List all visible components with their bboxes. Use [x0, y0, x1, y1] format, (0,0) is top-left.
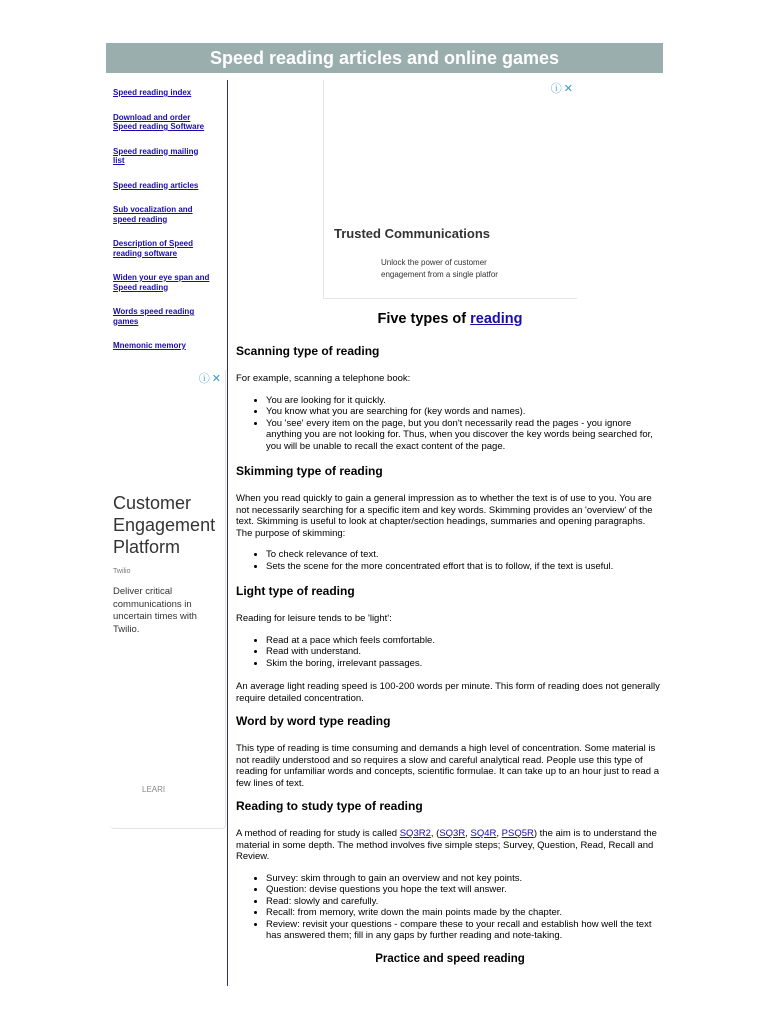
page-banner-title: Speed reading articles and online games: [209, 47, 560, 68]
text: , (: [430, 828, 440, 839]
sidebar-link-line: Words speed reading: [113, 307, 195, 316]
list-item: • Read with understand.: [266, 646, 664, 658]
list-item: • You are looking for it quickly.: [266, 395, 664, 407]
list-item: • Review: revisit your questions - compare these to your recall and establish how well the text has answered them; fill in any gaps by further reading and note-taking.: [266, 919, 664, 942]
info-circle-icon[interactable]: ⓘ: [198, 373, 212, 385]
bullet-list: [236, 873, 664, 942]
list-item: • Question: devise questions you hope the text will answer.: [266, 884, 664, 896]
section-outro: An average light reading speed is 100-200 words per minute. This form of reading does not generally require detailed concentration.: [236, 681, 660, 704]
sidebar-link-articles[interactable]: [113, 181, 221, 191]
section-heading-scanning: Scanning type of reading: [236, 344, 380, 358]
section-intro: For example, scanning a telephone book:: [236, 373, 411, 384]
sidebar-link-word-games[interactable]: [113, 307, 221, 326]
page-banner: [106, 43, 663, 73]
adchoices-controls[interactable]: [551, 80, 575, 96]
list-item: • You 'see' every item on the page, but you don't necessarily read the pages - you ignore anything you are not looking for. Thus, when you discover the key words being searched for, you will be unable to recall the exact content of the page.: [266, 418, 664, 453]
list-item: • You know what you are searching for (key words and names).: [266, 406, 664, 418]
list-item: • Skim the boring, irrelevant passages.: [266, 658, 664, 670]
ad-cta-button[interactable]: LEARI: [142, 785, 166, 794]
ad-brand: Twilio: [113, 568, 131, 575]
ad-title[interactable]: Trusted Communications: [334, 226, 491, 241]
sidebar-link-line: Description of Speed: [113, 239, 194, 248]
sidebar-link-line: Speed reading Software: [113, 122, 205, 131]
sidebar-link-line: Speed reading index: [113, 88, 192, 97]
sidebar-link-download-software[interactable]: [113, 113, 221, 132]
section-intro: [236, 828, 664, 863]
list-item: • Read: slowly and carefully.: [266, 896, 664, 908]
list-item: • To check relevance of text.: [266, 549, 664, 561]
sidebar-link-eye-span[interactable]: [113, 273, 221, 292]
sidebar-link-line: Speed reading mailing: [113, 146, 199, 156]
article-title: [236, 309, 664, 329]
sq3r2-link[interactable]: SQ3R2: [399, 828, 431, 839]
sidebar-link-line: speed reading: [113, 214, 168, 224]
reading-link[interactable]: reading: [470, 311, 523, 327]
sidebar-nav: [113, 86, 221, 351]
list-item: • Survey: skim through to gain an overview and not key points.: [266, 873, 664, 885]
bullet-list: [236, 395, 664, 453]
section-heading-skimming: Skimming type of reading: [236, 464, 383, 478]
section-heading-word-by-word: Word by word type reading: [236, 714, 391, 728]
close-icon[interactable]: ✕: [211, 373, 223, 385]
ad-title[interactable]: Customer Engagement Platform: [113, 493, 216, 557]
article-title-text: Five types of: [377, 311, 471, 327]
section-heading-light: Light type of reading: [236, 584, 355, 598]
text: A method of reading for study is called: [236, 828, 400, 839]
list-item: • Sets the scene for the more concentrated effort that is to follow, if the text is useful.: [266, 561, 664, 573]
sidebar-link-line: Download and order: [113, 112, 191, 122]
sidebar-link-line: Speed reading articles: [113, 180, 199, 190]
sidebar-link-mnemonic-memory[interactable]: [113, 341, 221, 351]
text: ,: [496, 828, 502, 839]
bullet-list: [236, 549, 664, 572]
ad-text[interactable]: Unlock the power of customer engagement from a single platfor: [381, 258, 498, 279]
ad-banner-top[interactable]: [323, 80, 577, 299]
section-intro: When you read quickly to gain a general impression as to whether the text is of use to you. You are not necessarily searching for a specific item and key words. Skimming provides an 'overview' of the text. Skimming is useful to look at chapter/section headings, summaries and opening paragraphs. The purpose of skimming:: [236, 493, 653, 539]
sidebar-link-software-description[interactable]: [113, 239, 221, 258]
section-heading-study: Reading to study type of reading: [236, 799, 423, 813]
sidebar-link-line: reading software: [113, 248, 178, 258]
info-circle-icon[interactable]: ⓘ: [550, 83, 564, 95]
psq5r-link[interactable]: PSQ5R: [501, 828, 534, 839]
ad-text[interactable]: Deliver critical communications in uncertain times with Twilio.: [113, 586, 197, 635]
text: ) the aim is to understand the material in some depth. The method involves five simple steps; Survey, Question, Read, Recall and Review.: [236, 828, 657, 862]
sidebar-link-line: Widen your eye span and: [113, 273, 210, 282]
section-intro: This type of reading is time consuming and demands a high level of concentration. Some material is not readily understood and so requires a slow and careful analytical read. People use this type of reading for unfamiliar words and concepts, scientific formulae. It can take up to an hour just to read a few lines of text.: [236, 743, 659, 789]
section-heading-practice: Practice and speed reading: [375, 952, 525, 965]
section-intro: Reading for leisure tends to be 'light':: [236, 613, 392, 624]
text: ,: [465, 828, 471, 839]
sidebar-link-speed-reading-index[interactable]: [113, 88, 221, 98]
sq3r-link[interactable]: SQ3R: [439, 828, 466, 839]
bullet-list: [236, 635, 664, 670]
column-divider: [227, 80, 228, 986]
list-item: • Recall: from memory, write down the main points made by the chapter.: [266, 907, 664, 919]
list-item: • Read at a pace which feels comfortable.: [266, 635, 664, 647]
adchoices-controls[interactable]: [199, 370, 223, 386]
ad-sidebar[interactable]: [110, 370, 226, 829]
sidebar-link-line: Sub vocalization and: [113, 205, 193, 214]
sidebar-link-line: list: [113, 156, 125, 165]
sidebar-link-sub-vocalization[interactable]: [113, 205, 221, 224]
sidebar-link-line: Mnemonic memory: [113, 341, 186, 350]
sidebar-link-mailing-list[interactable]: [113, 147, 221, 166]
sidebar-link-line: games: [113, 316, 139, 326]
article: [236, 309, 664, 965]
close-icon[interactable]: ✕: [563, 83, 575, 95]
sidebar-link-line: Speed reading: [113, 282, 169, 292]
sq4r-link[interactable]: SQ4R: [470, 828, 497, 839]
